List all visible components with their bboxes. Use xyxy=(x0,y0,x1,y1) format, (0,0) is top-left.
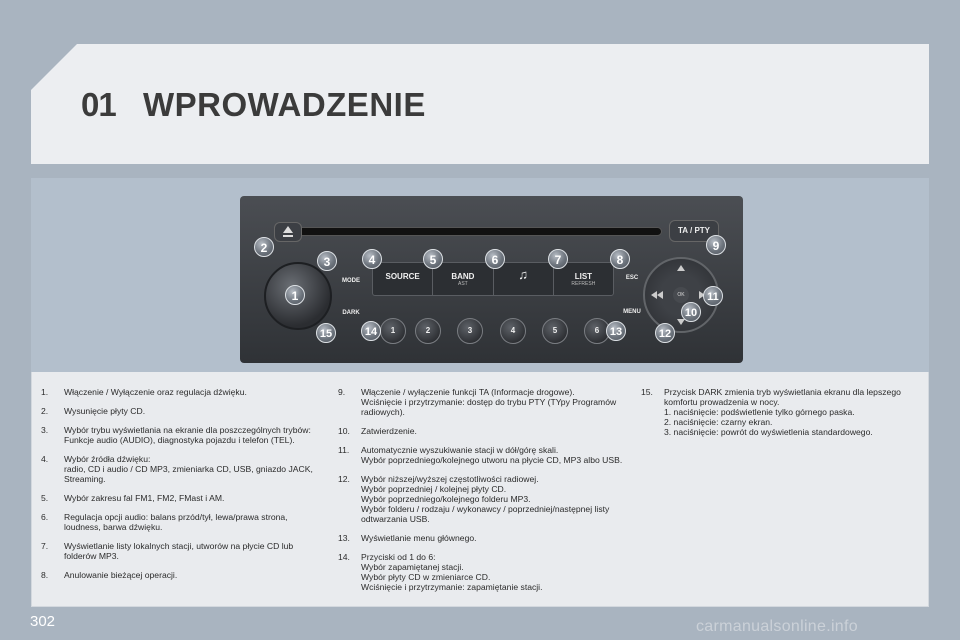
item-number: 6. xyxy=(41,512,49,522)
cd-slot xyxy=(297,227,662,236)
ok-button[interactable]: OK xyxy=(673,287,689,303)
band-sub-label: AST xyxy=(458,281,468,287)
band-label: BAND xyxy=(451,272,475,281)
source-label: SOURCE xyxy=(385,272,420,281)
dark-button[interactable]: DARK xyxy=(342,310,360,316)
legend-column-2 xyxy=(338,387,623,601)
preset-button-5[interactable]: 5 xyxy=(542,318,568,344)
audio-settings-button[interactable] xyxy=(494,263,554,295)
callout-1: 1 xyxy=(285,285,305,305)
callout-13: 13 xyxy=(606,321,626,341)
chapter-title: WPROWADZENIE xyxy=(143,86,426,123)
legend-item xyxy=(338,387,623,417)
callout-14: 14 xyxy=(361,321,381,341)
item-text: Wybór trybu wyświetlania na ekranie dla poszczególnych trybów: Funkcje audio (AUDIO), diagnostyka pojazdu i telefon (TEL). xyxy=(64,425,311,445)
legend-item xyxy=(41,387,321,397)
callout-9: 9 xyxy=(706,235,726,255)
legend-item xyxy=(41,570,321,580)
item-number: 5. xyxy=(41,493,49,503)
item-text: Włączenie / wyłączenie funkcji TA (Informacje drogowe). Wciśnięcie i przytrzymanie: dostęp do trybu PTY (TYpy Programów radiowych). xyxy=(361,387,617,417)
legend-item xyxy=(41,493,321,503)
item-number: 14. xyxy=(338,552,350,562)
callout-6: 6 xyxy=(485,249,505,269)
preset-button-4[interactable]: 4 xyxy=(500,318,526,344)
music-note-icon: ♫ xyxy=(518,267,528,282)
item-text: Wyświetlanie listy lokalnych stacji, utworów na płycie CD lub folderów MP3. xyxy=(64,541,294,561)
item-text: Regulacja opcji audio: balans przód/tył, lewa/prawa strona, loudness, barwa dźwięku. xyxy=(64,512,288,532)
item-number: 4. xyxy=(41,454,49,464)
item-text: Wybór niższej/wyższej częstotliwości radiowej. Wybór poprzedniej / kolejnej płyty CD. Wybór poprzedniego/kolejnego folderu MP3. Wybór folderu / rodzaju / wykonawcy / poprzedniej/następnej listy odtwarzania USB. xyxy=(361,474,610,524)
watermark: carmanualsonline.info xyxy=(696,618,858,635)
callout-8: 8 xyxy=(610,249,630,269)
item-text: Wyświetlanie menu głównego. xyxy=(361,533,477,543)
item-number: 3. xyxy=(41,425,49,435)
source-button[interactable] xyxy=(373,263,433,295)
callout-10: 10 xyxy=(681,302,701,322)
legend-item xyxy=(41,406,321,416)
list-sub-label: REFRESH xyxy=(571,281,596,287)
preset-button-3[interactable]: 3 xyxy=(457,318,483,344)
eject-icon-bar xyxy=(283,235,293,237)
item-text: Wysunięcie płyty CD. xyxy=(64,406,146,416)
preset-button-2[interactable]: 2 xyxy=(415,318,441,344)
callout-15: 15 xyxy=(316,323,336,343)
eject-icon xyxy=(283,226,293,233)
item-number: 11. xyxy=(338,445,350,455)
legend-item xyxy=(338,552,623,592)
preset-button-1[interactable]: 1 xyxy=(380,318,406,344)
item-text: Automatycznie wyszukiwanie stacji w dół/górę skali. Wybór poprzedniego/kolejnego utworu na płycie CD, MP3 albo USB. xyxy=(361,445,623,465)
callout-5: 5 xyxy=(423,249,443,269)
mode-button[interactable]: MODE xyxy=(342,278,360,284)
callout-7: 7 xyxy=(548,249,568,269)
item-text: Włączenie / Wyłączenie oraz regulacja dźwięku. xyxy=(64,387,247,397)
legend-column-3 xyxy=(641,387,911,446)
band-button[interactable] xyxy=(433,263,493,295)
item-number: 13. xyxy=(338,533,350,543)
page-number: 302 xyxy=(30,613,56,630)
item-text: Zatwierdzenie. xyxy=(361,426,417,436)
preset-button-6[interactable]: 6 xyxy=(584,318,610,344)
legend-item xyxy=(338,426,623,436)
item-number: 12. xyxy=(338,474,350,484)
legend-item xyxy=(41,425,321,445)
item-number: 2. xyxy=(41,406,49,416)
item-text: Przycisk DARK zmienia tryb wyświetlania ekranu dla lepszego komfortu prowadzenia w nocy. 1. naciśnięcie: podświetlenie tylko górnego paska. 2. naciśnięcie: czarny ekran. 3. naciśnięcie: powrót do wyświetlenia standardowego. xyxy=(664,387,901,437)
legend-item xyxy=(338,445,623,465)
item-number: 7. xyxy=(41,541,49,551)
legend-item xyxy=(41,541,321,561)
legend-item xyxy=(41,454,321,484)
callout-11: 11 xyxy=(703,286,723,306)
item-text: Anulowanie bieżącej operacji. xyxy=(64,570,178,580)
legend-item xyxy=(41,512,321,532)
callout-2: 2 xyxy=(254,237,274,257)
legend-item xyxy=(338,474,623,524)
legend-column-1 xyxy=(41,387,321,589)
item-text: Przyciski od 1 do 6: Wybór zapamiętanej stacji. Wybór płyty CD w zmieniarce CD. Wciśnięcie i przytrzymanie: zapamiętanie stacji. xyxy=(361,552,543,592)
ta-pty-button[interactable]: TA / PTY xyxy=(669,220,719,242)
menu-button[interactable]: MENU xyxy=(623,309,641,315)
item-text: Wybór zakresu fal FM1, FM2, FMast i AM. xyxy=(64,493,225,503)
callout-12: 12 xyxy=(655,323,675,343)
item-number: 8. xyxy=(41,570,49,580)
item-text: Wybór źródła dźwięku: radio, CD i audio / CD MP3, zmieniarka CD, USB, gniazdo JACK, Streaming. xyxy=(64,454,313,484)
item-number: 15. xyxy=(641,387,653,397)
callout-4: 4 xyxy=(362,249,382,269)
legend-item xyxy=(641,387,911,437)
chapter-number: 01 xyxy=(81,86,116,123)
item-number: 10. xyxy=(338,426,350,436)
legend-item xyxy=(338,533,623,543)
callout-3: 3 xyxy=(317,251,337,271)
list-label: LIST xyxy=(574,272,593,281)
item-number: 9. xyxy=(338,387,346,397)
esc-button[interactable]: ESC xyxy=(625,275,639,281)
item-number: 1. xyxy=(41,387,49,397)
